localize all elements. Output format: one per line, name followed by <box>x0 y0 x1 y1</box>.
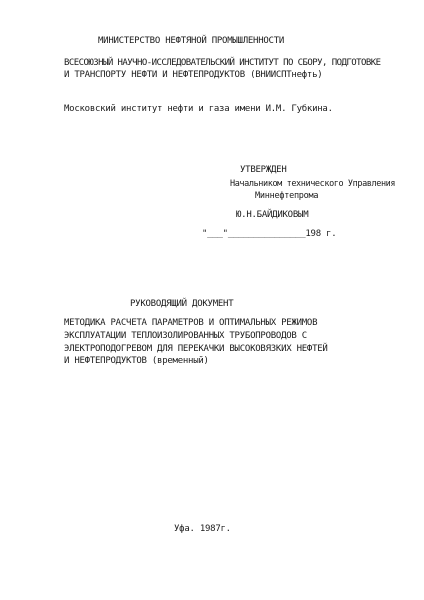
document-type: РУКОВОДЯЩИЙ ДОКУМЕНТ <box>130 299 234 309</box>
institute-name-line-1: ВСЕСОЮЗНЫЙ НАУЧНО-ИССЛЕДОВАТЕЛЬСКИЙ ИНСТИТУТ ПО СБОРУ, ПОДГОТОВКЕ <box>64 58 381 68</box>
document-title-line-4: И НЕФТЕПРОДУКТОВ (временный) <box>64 356 209 366</box>
approval-date-line: "___"_______________198 г. <box>202 229 337 239</box>
approval-signatory: Ю.Н.БАЙДИКОВЫМ <box>236 210 309 220</box>
document-title-line-1: МЕТОДИКА РАСЧЕТА ПАРАМЕТРОВ И ОПТИМАЛЬНЫХ РЕЖИМОВ <box>64 318 318 328</box>
co-institute: Московский институт нефти и газа имени И.М. Губкина. <box>64 104 333 114</box>
institute-name-line-2: И ТРАНСПОРТУ НЕФТИ И НЕФТЕПРОДУКТОВ (ВНИИСПТнефть) <box>64 70 323 80</box>
approval-position-line-2: Миннефтепрома <box>255 191 319 201</box>
ministry-heading: МИНИСТЕРСТВО НЕФТЯНОЙ ПРОМЫШЛЕННОСТИ <box>98 36 285 46</box>
place-year: Уфа. 1987г. <box>174 524 231 534</box>
approval-position-line-1: Начальником технического Управления <box>230 179 396 189</box>
document-title-line-3: ЭЛЕКТРОПОДОГРЕВОМ ДЛЯ ПЕРЕКАЧКИ ВЫСОКОВЯЗКИХ НЕФТЕЙ <box>64 344 328 354</box>
document-title-line-2: ЭКСПЛУАТАЦИИ ТЕПЛОИЗОЛИРОВАННЫХ ТРУБОПРОВОДОВ С <box>64 331 307 341</box>
approval-title: УТВЕРЖДЕН <box>240 165 287 175</box>
